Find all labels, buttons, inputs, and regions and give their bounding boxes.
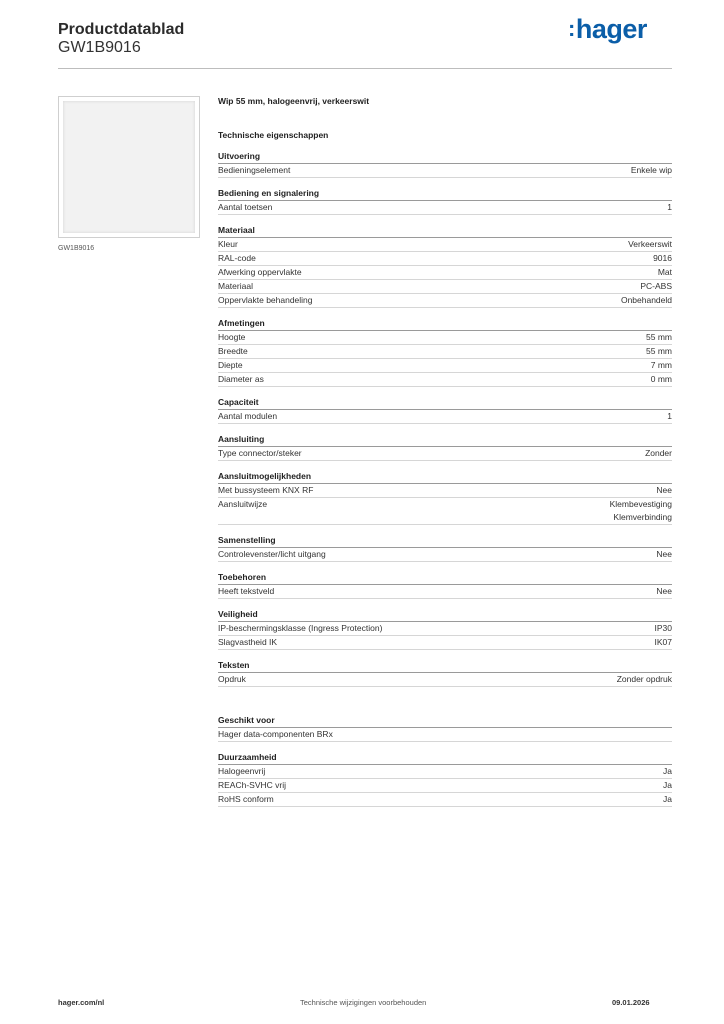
spec-label: REACh-SVHC vrij — [218, 780, 287, 790]
spec-row — [218, 280, 672, 294]
spec-value — [663, 765, 672, 778]
spec-value — [656, 484, 672, 497]
spec-row — [218, 673, 672, 687]
spec-label: Hager data-componenten BRx — [218, 729, 333, 739]
spec-section — [218, 151, 672, 178]
spec-value-line: Nee — [656, 485, 672, 495]
spec-value-line: IP30 — [654, 623, 672, 633]
switch-rocker-picture — [63, 101, 195, 233]
spec-section — [218, 535, 672, 562]
spec-value-line: IK07 — [654, 637, 672, 647]
spec-section — [218, 318, 672, 387]
spec-label: Breedte — [218, 346, 248, 356]
spec-label: Bedieningselement — [218, 165, 291, 175]
spec-label: Hoogte — [218, 332, 246, 342]
spec-label: IP-beschermingsklasse (Ingress Protection) — [218, 623, 383, 633]
tech-properties-heading: Technische eigenschappen — [218, 130, 329, 140]
spec-label: Type connector/steker — [218, 448, 302, 458]
spec-value-line: Onbehandeld — [620, 295, 672, 305]
section-heading: Afmetingen — [218, 318, 672, 331]
section-heading: Materiaal — [218, 225, 672, 238]
page-title: Productdatablad — [58, 21, 185, 38]
spec-label: RoHS conform — [218, 794, 274, 804]
spec-section — [218, 660, 672, 687]
logo-text: hager — [575, 14, 647, 44]
spec-row — [218, 164, 672, 178]
spec-row — [218, 266, 672, 280]
spec-row — [218, 728, 672, 742]
spec-value-line: Nee — [656, 586, 672, 596]
spec-label: Halogeenvrij — [218, 766, 266, 776]
spec-row — [218, 410, 672, 424]
section-heading: Geschikt voor — [218, 715, 672, 728]
spec-label: Heeft tekstveld — [218, 586, 275, 596]
spec-value — [617, 673, 672, 686]
spec-value-line: 9016 — [653, 253, 672, 263]
spec-row — [218, 793, 672, 807]
spec-row — [218, 201, 672, 215]
spec-value-line: PC-ABS — [640, 281, 672, 291]
spec-value-line: Klemverbinding — [613, 512, 672, 522]
spec-value — [610, 498, 672, 524]
spec-section — [218, 752, 672, 807]
spec-value — [663, 779, 672, 792]
spec-value-line: 0 mm — [650, 374, 672, 384]
spec-row — [218, 359, 672, 373]
spec-row — [218, 548, 672, 562]
spec-row — [218, 622, 672, 636]
spec-label: Met bussysteem KNX RF — [218, 485, 314, 495]
spec-value — [651, 359, 672, 372]
spec-value — [646, 345, 672, 358]
spec-label: Aantal modulen — [218, 411, 278, 421]
spec-section — [218, 434, 672, 461]
product-image — [58, 96, 200, 238]
section-heading: Capaciteit — [218, 397, 672, 410]
product-name: Wip 55 mm, halogeenvrij, verkeerswit — [218, 96, 370, 106]
spec-value-line: Ja — [663, 780, 672, 790]
spec-value — [658, 266, 672, 279]
spec-value — [651, 373, 672, 386]
spec-label: Materiaal — [218, 281, 253, 291]
spec-value-line: 1 — [667, 202, 672, 212]
spec-value — [631, 164, 672, 177]
spec-label: Opdruk — [218, 674, 246, 684]
spec-section — [218, 225, 672, 308]
spec-row — [218, 585, 672, 599]
section-heading: Duurzaamheid — [218, 752, 672, 765]
spec-value-line: 1 — [667, 411, 672, 421]
spec-section — [218, 188, 672, 215]
spec-value-line: Enkele wip — [630, 165, 672, 175]
spec-row — [218, 345, 672, 359]
spec-row — [218, 447, 672, 461]
spec-value-line: 55 mm — [646, 332, 672, 342]
spec-label: Afwerking oppervlakte — [218, 267, 302, 277]
spec-value — [628, 238, 672, 251]
spec-row — [218, 238, 672, 252]
header-divider — [58, 68, 672, 69]
section-heading: Uitvoering — [218, 151, 672, 164]
section-heading: Teksten — [218, 660, 672, 673]
spec-value — [655, 622, 673, 635]
spec-section — [218, 609, 672, 650]
spec-label: Slagvastheid IK — [218, 637, 278, 647]
footer-disclaimer: Technische wijzigingen voorbehouden — [300, 998, 427, 1007]
spec-row — [218, 484, 672, 498]
product-code: GW1B9016 — [58, 39, 141, 56]
section-heading: Aansluitmogelijkheden — [218, 471, 672, 484]
spec-value — [655, 636, 673, 649]
section-heading: Aansluiting — [218, 434, 672, 447]
spec-section — [218, 471, 672, 525]
spec-section — [218, 715, 672, 742]
spec-row — [218, 252, 672, 266]
spec-label: Oppervlakte behandeling — [218, 295, 313, 305]
spec-label: Kleur — [218, 239, 238, 249]
spec-value — [645, 447, 672, 460]
hager-logo: :hager — [568, 14, 647, 44]
spec-label: Diameter as — [218, 374, 264, 384]
image-caption: GW1B9016 — [58, 245, 95, 252]
spec-value — [640, 280, 672, 293]
section-heading: Samenstelling — [218, 535, 672, 548]
spec-value-line: Nee — [656, 549, 672, 559]
spec-value-line: Ja — [663, 794, 672, 804]
spec-label: Diepte — [218, 360, 243, 370]
spec-row — [218, 331, 672, 345]
spec-value — [663, 793, 672, 806]
footer-website: hager.com/nl — [58, 998, 105, 1007]
spec-value — [656, 585, 672, 598]
spec-value-line: Klembevestiging — [609, 499, 672, 509]
spec-value-line: 7 mm — [650, 360, 672, 370]
spec-row — [218, 373, 672, 387]
spec-row — [218, 779, 672, 793]
spec-row — [218, 498, 672, 525]
spec-row — [218, 765, 672, 779]
spec-value — [667, 201, 672, 214]
spec-row — [218, 636, 672, 650]
spec-sections — [218, 151, 672, 807]
spec-value — [667, 410, 672, 423]
spec-value-line: Verkeerswit — [628, 239, 672, 249]
spec-row — [218, 294, 672, 308]
footer-date: 09.01.2026 — [612, 998, 650, 1007]
spec-label: Aansluitwijze — [218, 499, 268, 509]
spec-value-line: Zonder opdruk — [616, 674, 672, 684]
spec-value-line: 55 mm — [646, 346, 672, 356]
spec-content — [218, 96, 672, 807]
spec-value-line: Ja — [663, 766, 672, 776]
spec-value — [646, 331, 672, 344]
spec-section — [218, 572, 672, 599]
section-heading: Bediening en signalering — [218, 188, 672, 201]
spec-value — [653, 252, 672, 265]
spec-value-line: Zonder — [645, 448, 672, 458]
spec-section — [218, 397, 672, 424]
spec-label: Controlevenster/licht uitgang — [218, 549, 326, 559]
spec-value — [621, 294, 672, 307]
spec-label: Aantal toetsen — [218, 202, 273, 212]
section-heading: Veiligheid — [218, 609, 672, 622]
spec-label: RAL-code — [218, 253, 256, 263]
spec-value — [656, 548, 672, 561]
section-heading: Toebehoren — [218, 572, 672, 585]
spec-value-line: Mat — [657, 267, 672, 277]
